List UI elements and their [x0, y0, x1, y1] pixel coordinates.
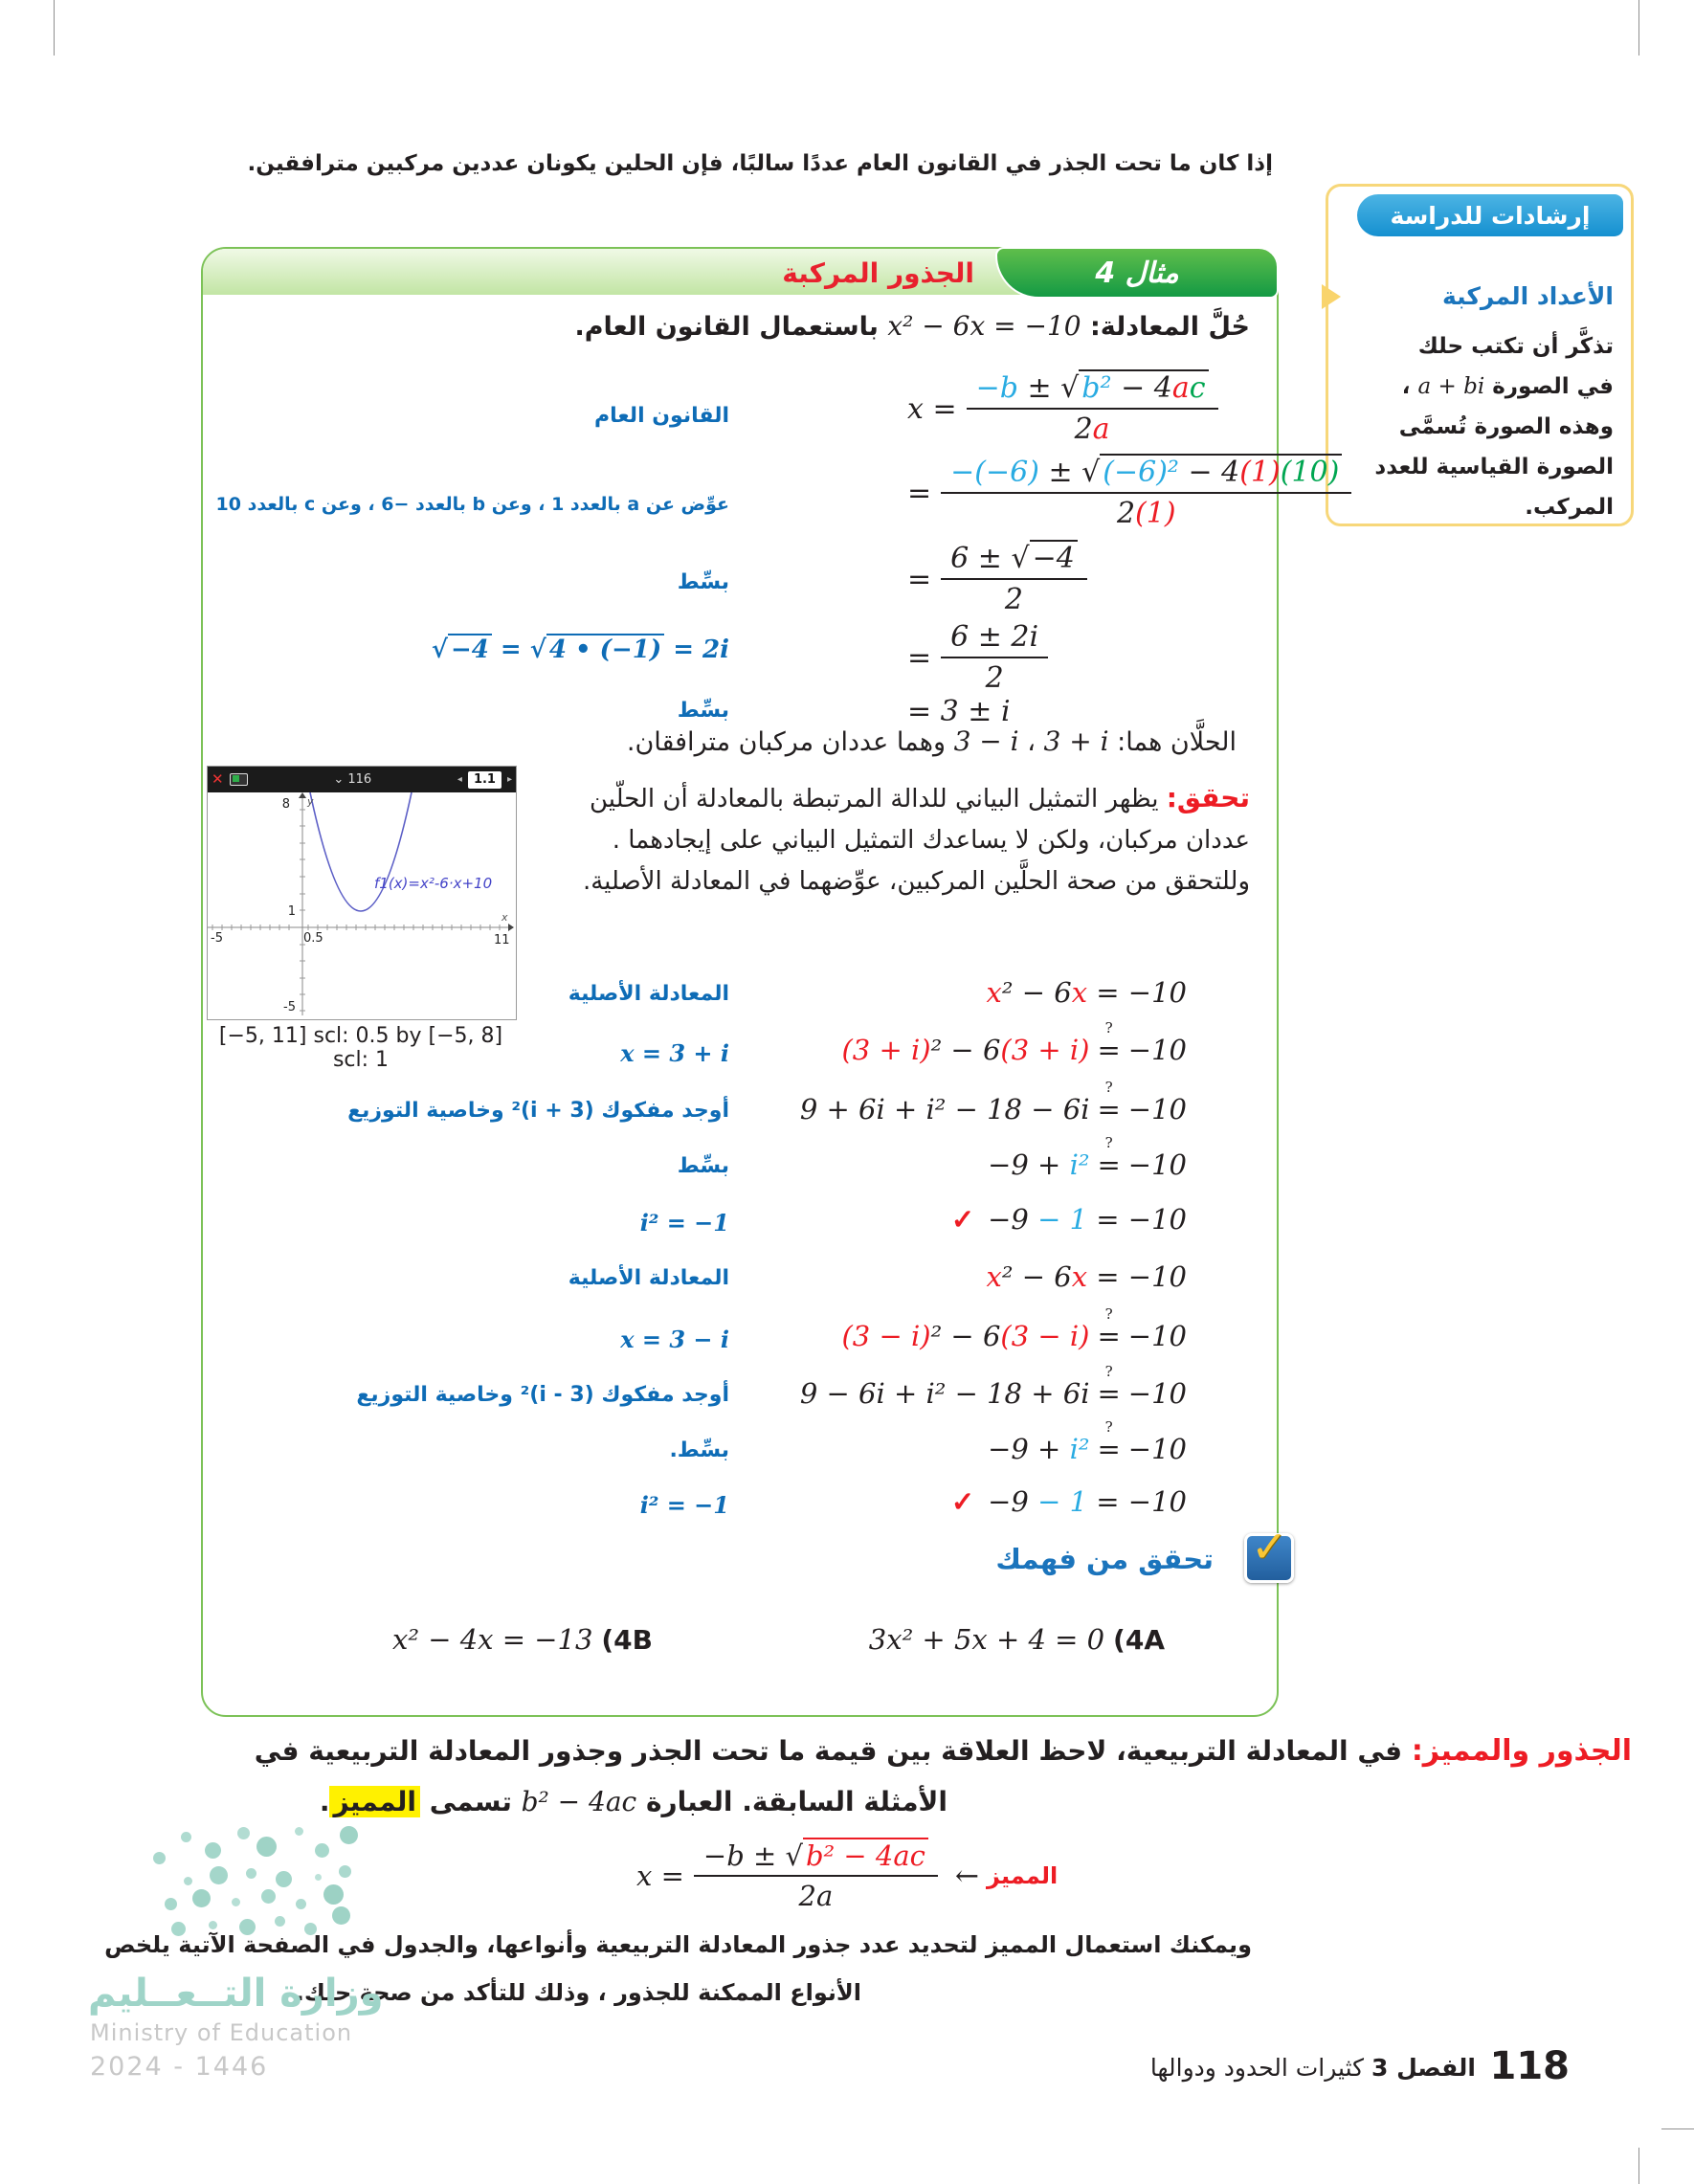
study-tip-box [1326, 184, 1634, 526]
check-understanding-title: تحقق من فهمك [995, 1543, 1214, 1575]
checkmark-icon: ✓ [1251, 1521, 1288, 1572]
verify1-row3-note: أوجد مفكوك (3 + i)² وخاصية التوزيع [347, 1099, 729, 1123]
step4-equation: = $\frac{6 \pm 2i}{2}$ [907, 620, 1058, 695]
chapter-label: الفصل 3 [1371, 2054, 1476, 2082]
example-number-tab: مثال 4 [995, 247, 1279, 299]
problem-equation: x² − 6x = −10 [887, 310, 1081, 342]
discriminant-paragraph1: ويمكنك استعمال المميز لتحديد عدد جذور المعادلة التربيعية وأنواعها، والجدول في الصفحة الآتية يلخص [104, 1931, 1252, 1958]
svg-text:f1(x)=x²-6·x+10: f1(x)=x²-6·x+10 [374, 875, 493, 892]
problem-4b [392, 1623, 653, 1656]
verify2-row5-note: i² = −1 [639, 1491, 729, 1519]
discriminant-heading-line [255, 1734, 1632, 1768]
chapter-title: كثيرات الحدود ودوالها [1149, 2054, 1365, 2082]
verify2-row3-note: أوجد مفكوك (3 - i)² وخاصية التوزيع [356, 1383, 729, 1407]
step4-note: √ −4 = √ 4 • (−1) = 2i [431, 635, 729, 664]
step1-equation: x = $\frac{\text{−b ± √ b² − 4ac}}{2a}$ [907, 371, 1228, 446]
close-icon: ✕ [212, 770, 224, 788]
crop-mark [1638, 0, 1639, 56]
example-title: الجذور المركبة [782, 257, 974, 289]
verify1-row2-equation: (3 + i)² − 6(3 + i) ? = −10 [841, 1019, 1187, 1066]
study-tip-header: إرشادات للدراسة [1357, 194, 1623, 236]
verify1-row4-equation: −9 + i² ? = −10 [988, 1134, 1187, 1181]
verify2-row2-equation: (3 − i)² − 6(3 − i) ? = −10 [841, 1305, 1187, 1352]
calculator-topbar [208, 767, 516, 792]
problem-4b-equation: x² − 4x = −13 [392, 1623, 593, 1656]
svg-text:-5: -5 [211, 931, 223, 946]
intro-paragraph: إذا كان ما تحت الجذر في القانون العام عددًا سالبًا، فإن الحلين يكونان عددين مركبين مترافقين. [247, 151, 1273, 176]
page-number: 118 [1489, 2044, 1570, 2088]
check-text: يظهر التمثيل البياني للدالة المرتبطة بالمعادلة أن الحلّين عددان مركبان، ولكن لا يساعدك التمثيل البياني على إيجادهما . وللتحقق من صحة الحلَّين المركبين، عوِّضهما في المعادلة الأصلية. [582, 785, 1250, 896]
discriminant-paragraph2: الأنواع الممكنة للجذور ، وذلك للتأكد من صحة حلك. [295, 1979, 861, 2006]
verify1-row5-equation: ✓ −9 − 1 = −10 [950, 1203, 1187, 1236]
discriminant-formula-label: المميز [987, 1862, 1059, 1889]
verify2-row4-note: بسِّط. [669, 1438, 729, 1462]
crop-mark [1638, 2148, 1639, 2184]
tip-line: ، [1401, 374, 1411, 399]
function-graph [208, 792, 514, 1015]
arrow-left-icon: ◂ [457, 774, 462, 785]
step2-note: عوِّض عن a بالعدد 1 ، وعن b بالعدد −6 ، وعن c بالعدد 10 [215, 494, 729, 515]
discriminant-heading: الجذور والمميز: [1411, 1734, 1632, 1768]
verify1-row2-note: x = 3 + i [620, 1039, 729, 1067]
svg-text:0.5: 0.5 [303, 931, 323, 946]
problem-4a-label: (4A [1113, 1624, 1165, 1656]
ministry-logo-arabic: وزارة التــعــليم [88, 1972, 384, 2016]
discriminant-expression: b² − 4ac [521, 1786, 637, 1817]
check-label: تحقق: [1166, 782, 1250, 813]
study-tip-body [1338, 326, 1614, 527]
calculator-caption: [−5, 11] scl: 0.5 by [−5, 8] scl: 1 [218, 1024, 503, 1072]
tip-line: تذكَّر أن تكتب حلك [1417, 334, 1614, 359]
step1-note: القانون العام [594, 404, 729, 428]
problem-4a-equation: 3x² + 5x + 4 = 0 [868, 1623, 1105, 1656]
step3-note: بسِّط [677, 570, 729, 594]
verify2-row1-note: المعادلة الأصلية [568, 1266, 729, 1290]
tip-line: في الصورة [1492, 374, 1614, 399]
calculator-screenshot [207, 766, 517, 1020]
bookmark-arrow-icon [1322, 284, 1341, 309]
problem-4a [869, 1623, 1165, 1656]
verify2-row1-equation: x² − 6x = −10 [986, 1260, 1187, 1293]
discriminant-formula: x = $\frac{\text{−b ± √ b² − 4ac}}{2a}$ ← المميز [636, 1839, 1059, 1912]
verify2-row4-equation: −9 + i² ? = −10 [988, 1418, 1187, 1465]
svg-text:1: 1 [287, 904, 296, 919]
solution-statement: الحلَّان هما: 3 + i ، 3 − i وهما عددان مركبان مترافقان. [626, 725, 1237, 757]
discriminant-text2: الأمثلة السابقة. العبارة b² − 4ac تسمى المميز. [319, 1786, 947, 1817]
example-box [201, 247, 1340, 1717]
verify2-row2-note: x = 3 − i [620, 1326, 729, 1353]
ministry-logo-english: Ministry of Education [90, 2019, 353, 2046]
step5-note: بسِّط [677, 699, 729, 723]
example-problem [575, 310, 1251, 342]
document-number: ⌄ 116 [333, 772, 372, 787]
tip-line: المركب. [1525, 495, 1614, 520]
arrow-right-icon: ▸ [506, 774, 512, 785]
problem-suffix: باستعمال القانون العام. [574, 312, 879, 342]
check-paragraph [568, 777, 1250, 903]
discriminant-term-highlight: المميز [329, 1786, 420, 1817]
svg-text:y: y [307, 795, 314, 808]
verify2-row3-equation: 9 − 6i + i² − 18 + 6i ? = −10 [799, 1363, 1187, 1410]
crop-mark [54, 0, 55, 56]
problem-prefix: حُلَّ المعادلة: [1090, 312, 1250, 342]
verify1-row1-note: المعادلة الأصلية [568, 982, 729, 1006]
study-tip-title: الأعداد المركبة [1442, 282, 1614, 310]
verify2-row5-equation: ✓ −9 − 1 = −10 [950, 1485, 1187, 1518]
check-understanding-icon [1244, 1521, 1294, 1583]
verify1-row1-equation: x² − 6x = −10 [986, 976, 1187, 1009]
battery-icon [230, 773, 248, 786]
verify1-row4-note: بسِّط [677, 1154, 729, 1178]
page-tab: 1.1 [468, 771, 502, 789]
step3-equation: = $\frac{6 \pm √ -4}{2}$ [907, 542, 1097, 616]
ministry-logo-dots [153, 1852, 166, 1864]
discriminant-text1: في المعادلة التربيعية، لاحظ العلاقة بين قيمة ما تحت الجذر وجذور المعادلة التربيعية في [254, 1735, 1403, 1767]
step5-equation: = 3 ± i [907, 695, 1011, 728]
chapter-footer [1150, 2054, 1476, 2082]
edition-year: 2024 - 1446 [90, 2052, 269, 2082]
verify1-row5-note: i² = −1 [639, 1209, 729, 1237]
crop-mark [1661, 2128, 1694, 2129]
verify1-row3-equation: 9 + 6i + i² − 18 − 6i ? = −10 [799, 1079, 1187, 1125]
problem-4b-label: (4B [601, 1624, 653, 1656]
svg-text:8: 8 [281, 797, 290, 812]
tip-line: وهذه الصورة تُسمَّى [1398, 414, 1614, 439]
svg-text:11: 11 [494, 933, 510, 947]
step2-equation: = $\frac{\text{−(−6) ± √ (−6)² − 4(1)(10)}}{2(1)}$ [907, 456, 1361, 530]
svg-text:-5: -5 [283, 1000, 296, 1014]
tip-math: a + bi [1417, 374, 1485, 399]
left-arrow-icon: ← [954, 1859, 980, 1893]
svg-text:x: x [502, 911, 508, 924]
tip-line: الصورة القياسية للعدد [1374, 455, 1614, 479]
